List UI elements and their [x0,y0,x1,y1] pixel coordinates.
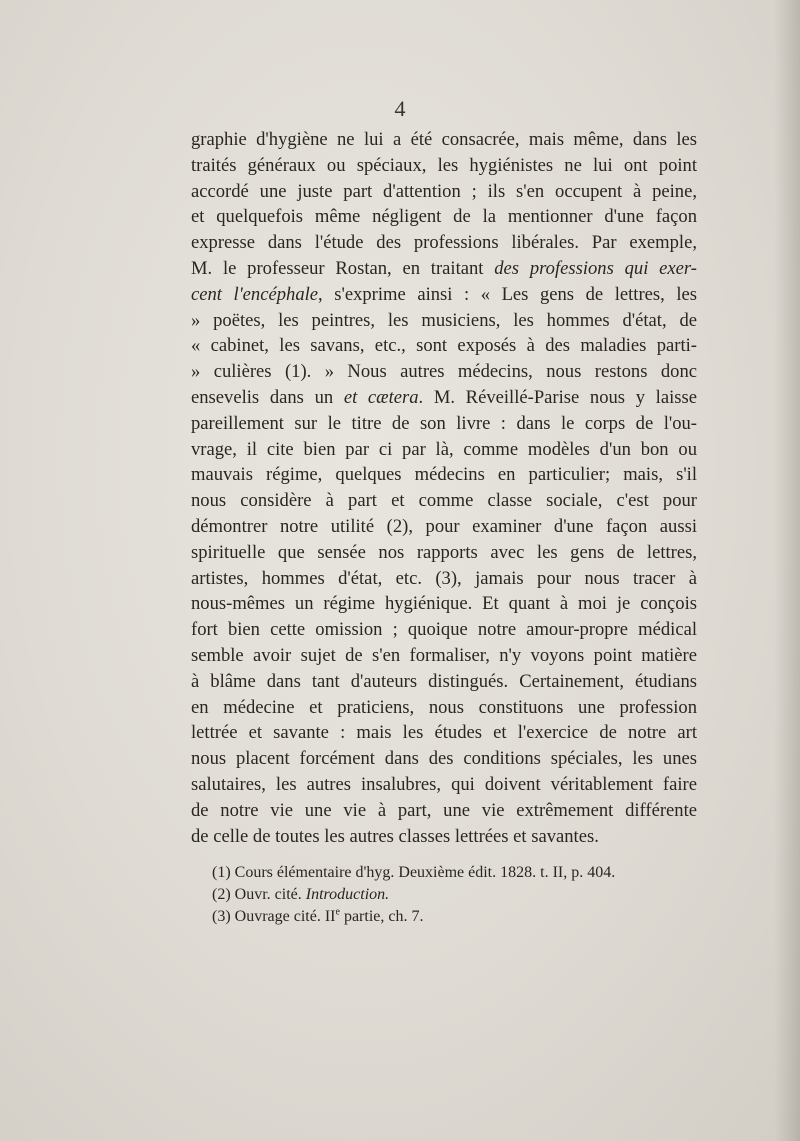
footnote-text: (3) Ouvrage cité. II [212,908,336,925]
text-line-text: vrage, il cite bien par ci par là, comme modèles d'un bon ou [191,438,697,460]
text-line-text: expresse dans l'étude des professions libérales. Par exemple, [191,232,697,254]
text-line-text: pareillement sur le titre de son livre : dans le corps de l'ou- [191,412,697,434]
text-line [191,256,697,282]
text-line [191,385,697,411]
text-line-text: à blâme dans tant d'auteurs distingués. Certainement, étudians [191,670,697,692]
text-line-text: » culières (1). » Nous autres médecins, nous restons donc [191,361,697,383]
text-line-text: mauvais régime, quelques médecins en particulier; mais, s'il [191,464,697,486]
text-line [191,617,697,643]
text-line [191,540,697,566]
footnote [212,884,712,906]
page-number: 4 [394,96,406,121]
text-line-text: nous placent forcément dans des conditions spéciales, les unes [191,748,697,770]
footnote [212,906,712,928]
footnote-superscript: e [335,906,340,918]
text-line [191,643,697,669]
text-line-text: accordé une juste part d'attention ; ils s'en occupent à peine, [191,180,697,202]
text-line-italic: et cætera [343,386,419,408]
text-line-text: spirituelle que sensée nos rapports avec les gens de lettres, [191,541,697,563]
text-line [191,772,697,798]
text-line-text: , s'exprime ainsi : « Les gens de lettres, les [318,283,698,305]
text-line [191,720,697,746]
text-line-text: graphie d'hygiène ne lui a été consacrée, mais même, dans les [191,129,697,150]
text-line [191,514,697,540]
text-line-text: de notre vie une vie à part, une vie extrêmement différente [191,799,697,821]
text-line-text: . M. Réveillé-Parise nous y laisse [418,386,697,408]
text-line-text: M. le professeur Rostan, en traitant [191,257,495,279]
text-line-text: nous-mêmes un régime hygiénique. Et quant à moi je conçois [191,593,697,615]
text-line [191,695,697,721]
text-line [191,282,697,308]
text-line [191,437,697,463]
footnote-italic: Introduction. [305,886,390,903]
text-line [191,798,697,824]
text-line [191,230,697,256]
text-line [191,153,697,179]
body-text [191,127,697,849]
footnote-text: (2) Ouvr. cité. [212,886,306,903]
text-line-text: ensevelis dans un [191,386,344,408]
text-line-text: « cabinet, les savans, etc., sont exposés à des maladies parti- [191,335,697,357]
text-line [191,333,697,359]
text-line-text: semble avoir sujet de s'en formaliser, n'y voyons point matière [191,644,697,666]
text-line-text: traités généraux ou spéciaux, les hygiénistes ne lui ont point [191,154,697,176]
footnotes [212,862,712,928]
text-line-text: » poëtes, les peintres, les musiciens, les hommes d'état, de [191,309,697,331]
text-line-text: nous considère à part et comme classe sociale, c'est pour [191,490,697,512]
text-line-text: en médecine et praticiens, nous constituons une profession [191,696,697,718]
page-edge-shadow [774,0,800,1141]
text-line-text: lettrée et savante : mais les études et l'exercice de notre art [191,722,697,744]
text-line [191,204,697,230]
text-line [191,669,697,695]
text-line-text: fort bien cette omission ; quoique notre amour-propre médical [191,619,697,641]
text-line [191,462,697,488]
text-line [191,411,697,437]
text-line [191,591,697,617]
footnote-text: partie, ch. 7. [339,908,424,925]
text-line [191,127,697,153]
text-line-text: salutaires, les autres insalubres, qui doivent véritablement faire [191,773,697,795]
text-line [191,566,697,592]
text-line [191,488,697,514]
footnote-text: (1) Cours élémentaire d'hyg. Deuxième édit. 1828. t. II, p. 404. [212,864,616,881]
text-line-text: démontrer notre utilité (2), pour examiner d'une façon aussi [191,515,697,537]
text-line [191,746,697,772]
text-line [191,308,697,334]
text-line-text: artistes, hommes d'état, etc. (3), jamais pour nous tracer à [191,567,697,589]
text-line-text: et quelquefois même négligent de la mentionner d'une façon [191,206,697,228]
text-line-italic: cent l'encéphale [191,283,319,305]
text-line-italic: des professions qui exer- [494,257,697,279]
text-line [191,359,697,385]
text-line-text: de celle de toutes les autres classes lettrées et savantes. [191,825,599,847]
text-line [191,824,697,850]
footnote [212,862,712,884]
text-line [191,179,697,205]
